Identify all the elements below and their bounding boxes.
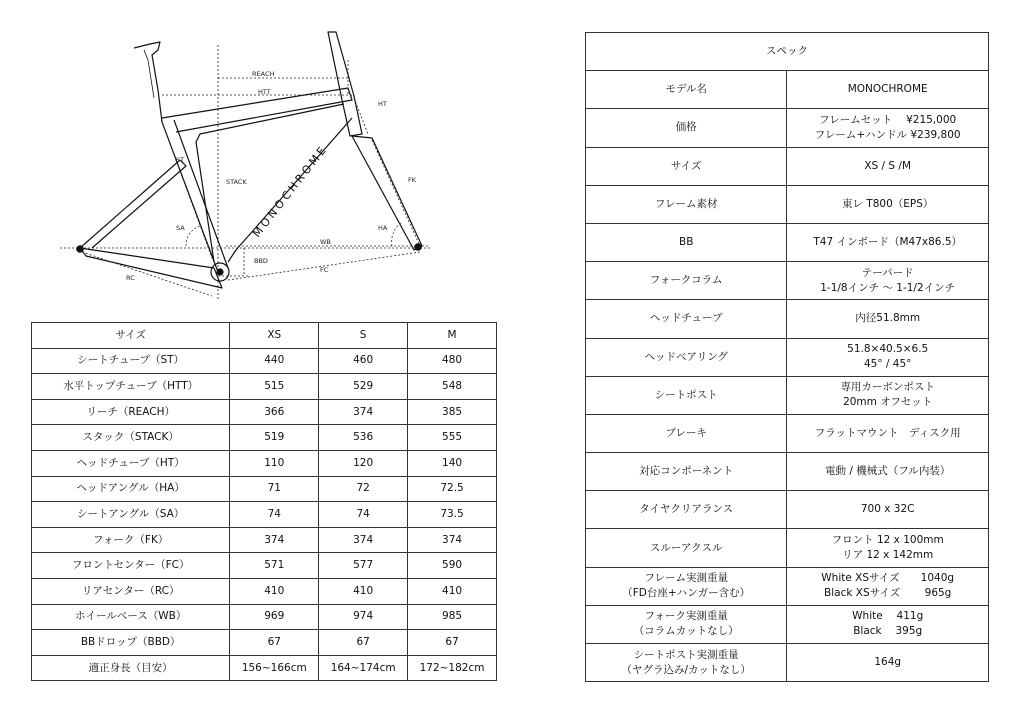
label-reach: REACH xyxy=(252,70,275,78)
table-row xyxy=(586,453,989,491)
geometry-header-cell: M xyxy=(408,323,497,349)
geometry-value-cell: 974 xyxy=(319,604,408,630)
spec-value: 700 x 32C xyxy=(787,491,989,529)
geometry-value-cell: 374 xyxy=(319,527,408,553)
geometry-value-cell: 985 xyxy=(408,604,497,630)
geometry-value-cell: 548 xyxy=(408,374,497,400)
geometry-value-cell: 969 xyxy=(230,604,319,630)
geometry-value-cell: 72 xyxy=(319,476,408,502)
geometry-header-cell: サイズ xyxy=(32,323,230,349)
spec-value: MONOCHROME xyxy=(787,71,989,109)
spec-key: サイズ xyxy=(586,147,787,185)
geometry-label-cell: フォーク（FK） xyxy=(32,527,230,553)
geometry-value-cell: 410 xyxy=(230,578,319,604)
geometry-value-cell: 515 xyxy=(230,374,319,400)
label-bbd: BBD xyxy=(254,257,268,265)
geometry-header-row xyxy=(32,323,497,349)
spec-value: 51.8×40.5×6.5 45° / 45° xyxy=(787,338,989,376)
spec-key: ブレーキ xyxy=(586,414,787,452)
geometry-table xyxy=(31,322,497,681)
table-row xyxy=(586,109,989,147)
label-rc: RC xyxy=(126,274,135,282)
geometry-value-cell: 71 xyxy=(230,476,319,502)
spec-key: フレーム実測重量 （FD台座+ハンガー含む） xyxy=(586,567,787,605)
table-row xyxy=(32,578,497,604)
table-row xyxy=(32,630,497,656)
spec-value: フレームセット ¥215,000 フレーム+ハンドル ¥239,800 xyxy=(787,109,989,147)
spec-value: 専用カーボンポスト 20mm オフセット xyxy=(787,376,989,414)
label-fc: FC xyxy=(320,266,329,274)
geometry-label-cell: ヘッドチューブ（HT） xyxy=(32,450,230,476)
geometry-value-cell: 410 xyxy=(408,578,497,604)
geometry-value-cell: 73.5 xyxy=(408,502,497,528)
geometry-header-cell: XS xyxy=(230,323,319,349)
table-row xyxy=(586,414,989,452)
spec-key: シートポスト実測重量 （ヤグラ込み/カットなし） xyxy=(586,644,787,682)
table-row xyxy=(586,567,989,605)
table-row xyxy=(586,491,989,529)
table-row xyxy=(586,147,989,185)
spec-value: フラットマウント ディスク用 xyxy=(787,414,989,452)
spec-value: White XSサイズ 1040g Black XSサイズ 965g xyxy=(787,567,989,605)
spec-title-row xyxy=(586,33,989,71)
geometry-value-cell: 577 xyxy=(319,553,408,579)
geometry-value-cell: 536 xyxy=(319,425,408,451)
geometry-header-cell: S xyxy=(319,323,408,349)
spec-value: T47 インボード（M47x86.5） xyxy=(787,223,989,261)
table-row xyxy=(586,644,989,682)
dimension-lines xyxy=(60,45,430,300)
spec-value: 164g xyxy=(787,644,989,682)
spec-key: 価格 xyxy=(586,109,787,147)
geometry-value-cell: 440 xyxy=(230,348,319,374)
geometry-value-cell: 385 xyxy=(408,399,497,425)
spec-value: フロント 12 x 100mm リア 12 x 142mm xyxy=(787,529,989,567)
spec-value: White 411g Black 395g xyxy=(787,605,989,643)
geometry-value-cell: 120 xyxy=(319,450,408,476)
geometry-value-cell: 72.5 xyxy=(408,476,497,502)
label-ha: HA xyxy=(378,224,388,232)
geometry-value-cell: 480 xyxy=(408,348,497,374)
label-wb: WB xyxy=(320,238,331,246)
geometry-value-cell: 410 xyxy=(319,578,408,604)
frame-logo: MONOCHROME xyxy=(250,142,331,240)
table-row xyxy=(32,425,497,451)
spec-key: ヘッドチューブ xyxy=(586,300,787,338)
geometry-label-cell: 適正身長（目安） xyxy=(32,655,230,681)
spec-key: スルーアクスル xyxy=(586,529,787,567)
label-sa: SA xyxy=(176,224,185,232)
label-stack: STACK xyxy=(226,178,247,186)
geometry-value-cell: 74 xyxy=(319,502,408,528)
geometry-value-cell: 67 xyxy=(230,630,319,656)
spec-value: XS / S /M xyxy=(787,147,989,185)
bike-frame-drawing xyxy=(77,32,422,288)
geometry-value-cell: 67 xyxy=(319,630,408,656)
spec-value: 内径51.8mm xyxy=(787,300,989,338)
geometry-value-cell: 529 xyxy=(319,374,408,400)
spec-key: モデル名 xyxy=(586,71,787,109)
geometry-label-cell: 水平トップチューブ（HTT） xyxy=(32,374,230,400)
label-htt: HTT xyxy=(258,88,271,96)
spec-key: タイヤクリアランス xyxy=(586,491,787,529)
geometry-label-cell: シートアングル（SA） xyxy=(32,502,230,528)
geometry-label-cell: ホイールベース（WB） xyxy=(32,604,230,630)
table-row xyxy=(32,553,497,579)
geometry-value-cell: 110 xyxy=(230,450,319,476)
geometry-value-cell: 590 xyxy=(408,553,497,579)
label-st: ST xyxy=(176,156,185,164)
label-fk: FK xyxy=(408,176,417,184)
geometry-label-cell: ヘッドアングル（HA） xyxy=(32,476,230,502)
geometry-label-cell: リアセンター（RC） xyxy=(32,578,230,604)
spec-value: 東レ T800（EPS） xyxy=(787,185,989,223)
table-row xyxy=(586,71,989,109)
spec-key: フォーク実測重量 （コラムカットなし） xyxy=(586,605,787,643)
geometry-label-cell: BBドロップ（BBD） xyxy=(32,630,230,656)
table-row xyxy=(586,376,989,414)
geometry-value-cell: 140 xyxy=(408,450,497,476)
table-row xyxy=(586,605,989,643)
spec-value: テーパード 1-1/8インチ ～ 1-1/2インチ xyxy=(787,262,989,300)
geometry-value-cell: 374 xyxy=(319,399,408,425)
table-row xyxy=(586,338,989,376)
table-row xyxy=(586,223,989,261)
geometry-value-cell: 460 xyxy=(319,348,408,374)
table-row xyxy=(586,262,989,300)
table-row xyxy=(586,300,989,338)
spec-key: ヘッドベアリング xyxy=(586,338,787,376)
spec-table xyxy=(585,32,989,682)
label-ht: HT xyxy=(378,100,387,108)
table-row xyxy=(586,185,989,223)
table-row xyxy=(32,502,497,528)
table-row xyxy=(32,399,497,425)
table-row xyxy=(32,527,497,553)
spec-key: フォークコラム xyxy=(586,262,787,300)
table-row xyxy=(32,450,497,476)
spec-value: 電動 / 機械式（フル内装） xyxy=(787,453,989,491)
frame-geometry-diagram xyxy=(0,0,520,320)
geometry-value-cell: 164~174cm xyxy=(319,655,408,681)
geometry-value-cell: 74 xyxy=(230,502,319,528)
geometry-value-cell: 172~182cm xyxy=(408,655,497,681)
spec-key: 対応コンポーネント xyxy=(586,453,787,491)
geometry-label-cell: スタック（STACK） xyxy=(32,425,230,451)
geometry-value-cell: 374 xyxy=(230,527,319,553)
spec-title: スペック xyxy=(586,33,989,71)
geometry-value-cell: 156~166cm xyxy=(230,655,319,681)
table-row xyxy=(32,476,497,502)
table-row xyxy=(32,655,497,681)
geometry-value-cell: 67 xyxy=(408,630,497,656)
spec-key: シートポスト xyxy=(586,376,787,414)
spec-key: BB xyxy=(586,223,787,261)
geometry-value-cell: 374 xyxy=(408,527,497,553)
geometry-value-cell: 571 xyxy=(230,553,319,579)
spec-key: フレーム素材 xyxy=(586,185,787,223)
geometry-label-cell: リーチ（REACH） xyxy=(32,399,230,425)
geometry-label-cell: フロントセンター（FC） xyxy=(32,553,230,579)
geometry-value-cell: 519 xyxy=(230,425,319,451)
geometry-value-cell: 555 xyxy=(408,425,497,451)
table-row xyxy=(32,348,497,374)
table-row xyxy=(32,604,497,630)
table-row xyxy=(586,529,989,567)
geometry-value-cell: 366 xyxy=(230,399,319,425)
geometry-label-cell: シートチューブ（ST） xyxy=(32,348,230,374)
table-row xyxy=(32,374,497,400)
